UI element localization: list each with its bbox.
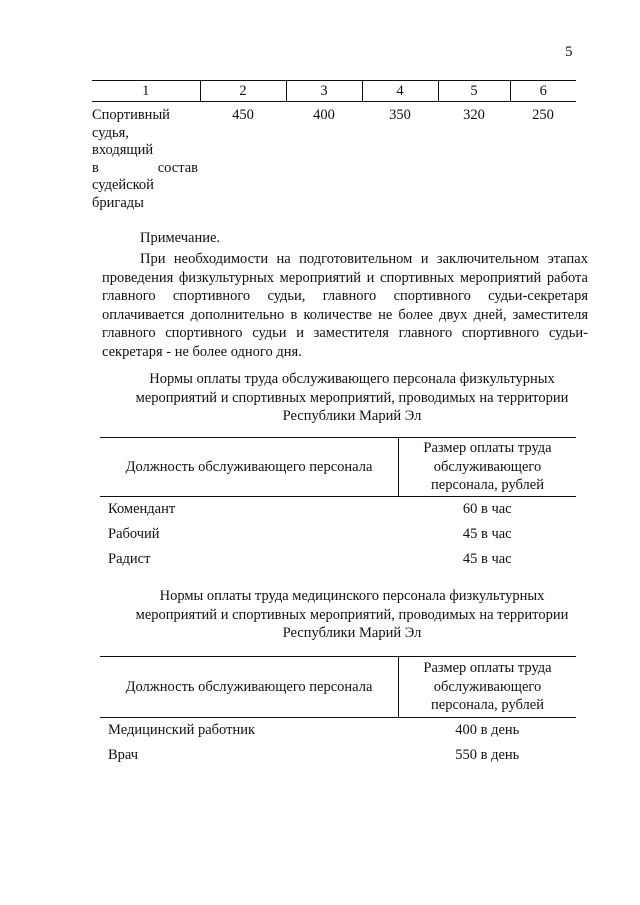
rate-cell: 550 в день <box>455 747 520 763</box>
column-header: 6 <box>510 81 576 102</box>
note-title: Примечание. <box>140 230 221 246</box>
rate-header: Размер оплаты труда обслуживающего персонала, рублей <box>399 657 577 718</box>
table-row <box>100 497 576 523</box>
rate-value: 400 <box>313 107 335 123</box>
column-header: 4 <box>362 81 438 102</box>
service-staff-title: Нормы оплаты труда обслуживающего персонала физкультурных мероприятий и спортивных мероприятий, проводимых на территории Республики Марий Эл <box>135 371 569 424</box>
rate-header: Размер оплаты труда обслуживающего персонала, рублей <box>399 438 577 497</box>
position-cell: Радист <box>108 551 151 567</box>
medical-staff-title: Нормы оплаты труда медицинского персонала физкультурных мероприятий и спортивных мероприятий, проводимых на территории Республики Марий Эл <box>135 588 569 641</box>
rate-value: 450 <box>232 107 254 123</box>
rate-value: 350 <box>389 107 411 123</box>
medical-staff-table <box>100 656 576 768</box>
column-header: 5 <box>438 81 510 102</box>
service-staff-table <box>100 437 576 572</box>
table-header-row <box>100 438 576 497</box>
table-row <box>100 522 576 547</box>
referee-rates-table <box>92 80 576 212</box>
column-header: 2 <box>200 81 286 102</box>
position-cell: Рабочий <box>108 526 160 542</box>
position-cell: Комендант <box>108 501 176 517</box>
position-cell: Медицинский работник <box>108 722 256 738</box>
note-text: При необходимости на подготовительном и заключительном этапах проведения физкультурных мероприятий и спортивных мероприятий работа главного спортивного судьи, главного спортивного судьи-секретаря оплачивается дополнительно в количестве не более двух дней, заместителя главного спортивного судьи и заместителя главного спортивного судьи-секретаря - не более одного дня. <box>102 251 588 360</box>
rate-cell: 60 в час <box>462 501 512 517</box>
table-row <box>100 743 576 768</box>
position-header: Должность обслуживающего персонала <box>100 438 399 497</box>
rate-value: 320 <box>463 107 485 123</box>
table-row <box>100 718 576 744</box>
rate-cell: 400 в день <box>455 722 520 738</box>
rate-cell: 45 в час <box>462 551 512 567</box>
rate-value: 250 <box>532 107 554 123</box>
column-header: 1 <box>92 81 200 102</box>
role-cell: Спортивный судья, входящий в состав судейской бригады <box>92 107 198 211</box>
column-header: 3 <box>286 81 362 102</box>
table-row <box>92 102 576 213</box>
rate-cell: 45 в час <box>462 526 512 542</box>
table-row <box>100 547 576 572</box>
table-header-row <box>100 657 576 718</box>
position-cell: Врач <box>108 747 139 763</box>
page-number: 5 <box>565 44 573 60</box>
column-numbers-row <box>92 81 576 102</box>
position-header: Должность обслуживающего персонала <box>100 657 399 718</box>
